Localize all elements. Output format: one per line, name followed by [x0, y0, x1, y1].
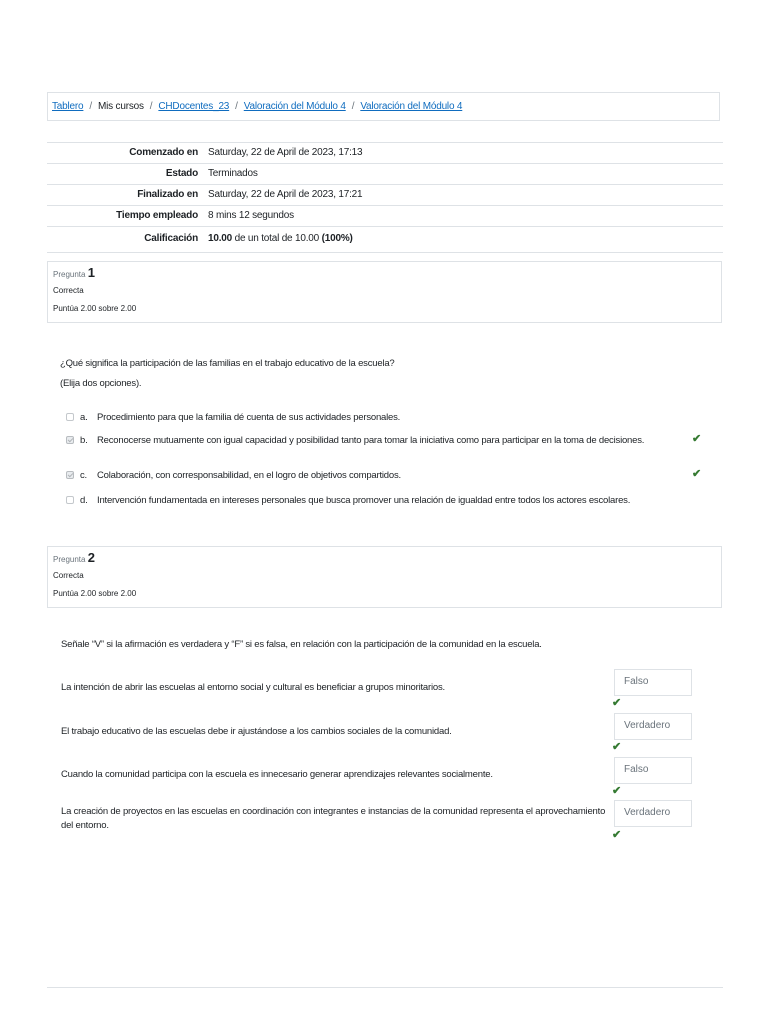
- summary-row-finished: [47, 185, 723, 206]
- check-icon: ✔: [612, 785, 622, 797]
- summary-value: Terminados: [203, 164, 723, 185]
- answer-select[interactable]: Verdadero: [614, 713, 692, 740]
- summary-row-started: [47, 143, 723, 164]
- answer-option-d[interactable]: [66, 494, 716, 508]
- answer-option-c[interactable]: [66, 469, 706, 483]
- answer-select[interactable]: Verdadero: [614, 800, 692, 827]
- answer-checkbox[interactable]: [66, 413, 74, 421]
- answer-checkbox[interactable]: [66, 471, 74, 479]
- summary-row-state: [47, 164, 723, 185]
- summary-label: Comenzado en: [47, 143, 203, 164]
- answer-letter: b.: [80, 435, 88, 446]
- question-text: Señale “V” si la afirmación es verdadera y “F” si es falsa, en relación con la participación de la comunidad en la escuela.: [61, 639, 542, 650]
- check-icon: ✔: [692, 433, 702, 445]
- statement-text: La intención de abrir las escuelas al entorno social y cultural es beneficiar a grupos minoritarios.: [61, 682, 445, 693]
- statement-text: El trabajo educativo de las escuelas debe ir ajustándose a los cambios sociales de la comunidad.: [61, 726, 452, 737]
- answer-select[interactable]: Falso: [614, 669, 692, 696]
- statement-text: La creación de proyectos en las escuelas en coordinación con integrantes e instancias de la comunidad representa el aprovechamiento del entorno.: [61, 806, 606, 831]
- question-number-value: 2: [87, 550, 95, 565]
- summary-label: Tiempo empleado: [47, 206, 203, 227]
- summary-label: Calificación: [47, 227, 203, 253]
- breadcrumb-section-link[interactable]: Valoración del Módulo 4: [243, 101, 346, 112]
- answer-option-a[interactable]: [66, 411, 706, 425]
- answer-checkbox[interactable]: [66, 436, 74, 444]
- breadcrumb: [47, 92, 720, 121]
- summary-value: Saturday, 22 de April de 2023, 17:13: [203, 143, 723, 164]
- breadcrumb-separator: /: [351, 101, 355, 112]
- summary-label: Finalizado en: [47, 185, 203, 206]
- answer-select[interactable]: Falso: [614, 757, 692, 784]
- question-grade: Puntúa 2.00 sobre 2.00: [53, 304, 137, 313]
- breadcrumb-course-link[interactable]: CHDocentes_23: [158, 101, 230, 112]
- answer-text: Intervención fundamentada en intereses personales que busca promover una relación de igualdad entre todos los actores escolares.: [97, 495, 631, 506]
- statement-text: Cuando la comunidad participa con la escuela es innecesario generar aprendizajes relevantes socialmente.: [61, 769, 493, 780]
- question-number: [53, 551, 721, 567]
- check-icon: ✔: [612, 829, 622, 841]
- check-icon: ✔: [692, 468, 702, 480]
- question-prefix: Pregunta: [53, 555, 86, 564]
- attempt-summary-table: [47, 142, 723, 253]
- answer-text: Reconocerse mutuamente con igual capacidad y posibilidad tanto para tomar la iniciativa como para participar en la toma de decisiones.: [97, 435, 645, 446]
- question-grade: Puntúa 2.00 sobre 2.00: [53, 589, 137, 598]
- breadcrumb-separator: /: [89, 101, 92, 112]
- breadcrumb-separator: /: [235, 101, 238, 112]
- question-number-value: 1: [87, 265, 95, 280]
- summary-row-grade: [47, 227, 723, 253]
- breadcrumb-separator: /: [149, 101, 153, 112]
- question-text: ¿Qué significa la participación de las familias en el trabajo educativo de la escuela?: [60, 358, 395, 369]
- question-number: [53, 266, 721, 282]
- answer-option-b[interactable]: [66, 434, 706, 448]
- breadcrumb-quiz-link[interactable]: Valoración del Módulo 4: [360, 101, 463, 112]
- grade-total: de un total de 10.00: [232, 233, 322, 244]
- question-state: Correcta: [53, 286, 84, 295]
- summary-label: Estado: [47, 164, 203, 185]
- footer-divider: [47, 987, 723, 988]
- grade-percent: (100%): [321, 233, 353, 244]
- breadcrumb-mis-cursos: Mis cursos: [98, 101, 144, 112]
- question-prefix: Pregunta: [53, 270, 86, 279]
- summary-value: 8 mins 12 segundos: [203, 206, 723, 227]
- answer-letter: a.: [80, 412, 88, 423]
- question-info-1: [47, 261, 722, 323]
- answer-checkbox[interactable]: [66, 496, 74, 504]
- summary-row-time: [47, 206, 723, 227]
- breadcrumb-tablero-link[interactable]: Tablero: [52, 101, 84, 112]
- answer-letter: d.: [80, 495, 88, 506]
- check-icon: ✔: [612, 697, 622, 709]
- grade-value: [203, 227, 723, 253]
- answer-text: Colaboración, con corresponsabilidad, en el logro de objetivos compartidos.: [97, 470, 401, 481]
- check-icon: ✔: [612, 741, 622, 753]
- question-info-2: [47, 546, 722, 608]
- summary-value: Saturday, 22 de April de 2023, 17:21: [203, 185, 723, 206]
- answer-letter: c.: [80, 470, 87, 481]
- question-instruction: (Elija dos opciones).: [60, 378, 142, 389]
- question-state: Correcta: [53, 571, 84, 580]
- answer-text: Procedimiento para que la familia dé cuenta de sus actividades personales.: [97, 412, 401, 423]
- grade-score: 10.00: [208, 233, 233, 244]
